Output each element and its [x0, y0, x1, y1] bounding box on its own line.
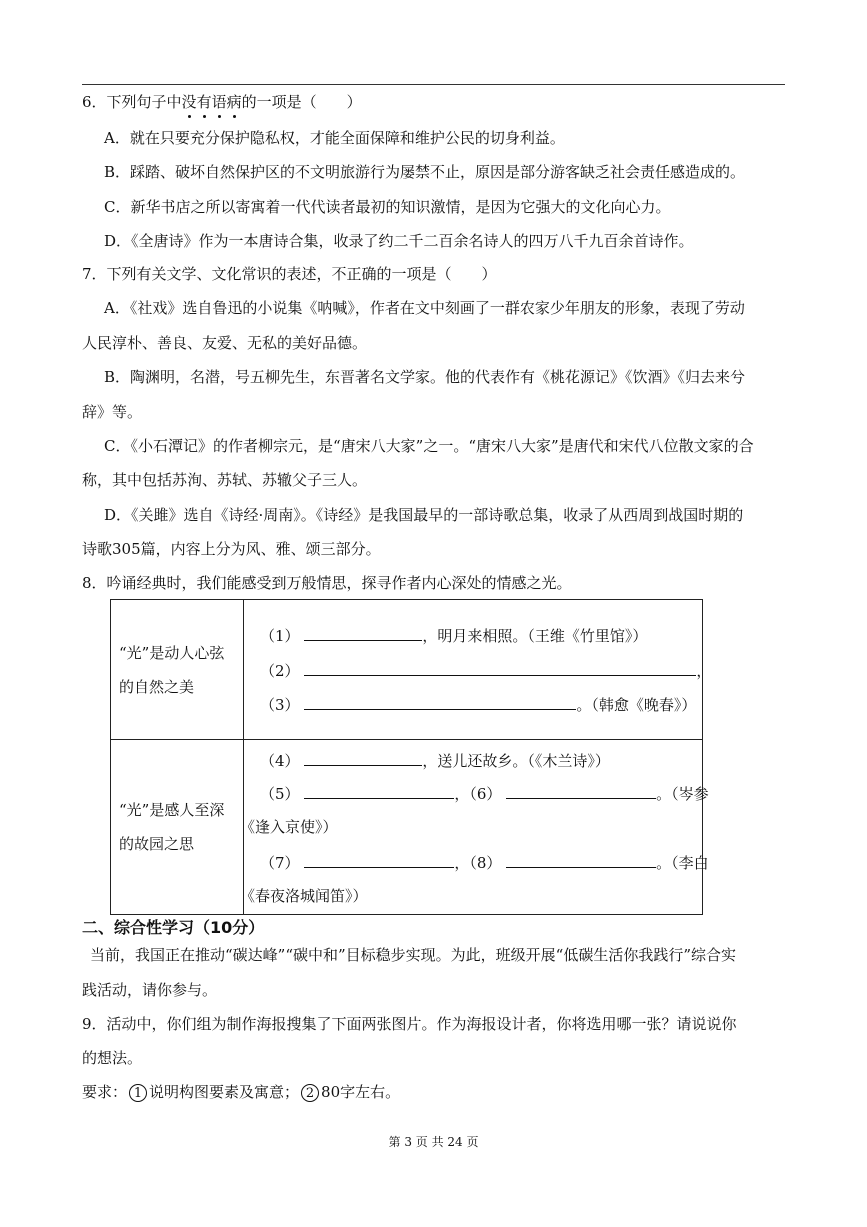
- row-text: ，（8）: [454, 854, 502, 872]
- q7-line: 诗歌305篇，内容上分为风、雅、颂三部分。: [82, 540, 381, 558]
- q9-stem: 的想法。: [82, 1049, 143, 1067]
- answer-blank[interactable]: [304, 626, 422, 641]
- row-text: 。（李白: [656, 854, 709, 872]
- q8-row-7-8-source: 《春夜洛城闻笛》）: [240, 887, 368, 905]
- q8-row-2: [260, 661, 711, 681]
- section2-heading: 二、综合性学习（10分）: [82, 918, 265, 937]
- q8-row-7-8: [260, 853, 709, 873]
- row-number: （7）: [260, 854, 300, 872]
- q7-line: 辞》等。: [82, 403, 143, 421]
- q8-poem-table: [110, 599, 712, 915]
- section2-intro: 当前，我国正在推动“碳达峰”“碳中和”目标稳步实现。为此，班级开展“低碳生活你我践行”综合实: [90, 946, 737, 964]
- q8-group2-label-line: 的故园之思: [119, 835, 195, 853]
- q8-group1-label: [111, 600, 244, 740]
- answer-blank[interactable]: [304, 661, 696, 676]
- q8-group1-label-line: 的自然之美: [119, 677, 195, 696]
- answer-blank[interactable]: [304, 853, 454, 868]
- row-number: （2）: [260, 662, 300, 680]
- row-text: 。（岑参: [656, 785, 709, 803]
- answer-blank[interactable]: [506, 853, 656, 868]
- row-text: 。（韩愈《晚春》）: [576, 696, 697, 714]
- circled-number: 1: [129, 1084, 147, 1102]
- q8-group1-label-line: “光”是动人心弦: [119, 643, 225, 662]
- q8-stem: 8．吟诵经典时，我们能感受到万般情思，探寻作者内心深处的情感之光。: [82, 574, 572, 592]
- q8-row-4: [260, 751, 610, 771]
- q6-option-c: C．新华书店之所以寄寓着一代代读者最初的知识激情，是因为它强大的文化向心力。: [104, 198, 671, 216]
- row-number: （1）: [260, 627, 300, 645]
- q9-req-label: 要求：: [82, 1083, 128, 1101]
- q7-line: A．《社戏》选自鲁迅的小说集《呐喊》，作者在文中刻画了一群农家少年朋友的形象，表现了劳动: [104, 299, 745, 317]
- q8-group2-label-line: “光”是感人至深: [119, 801, 225, 819]
- section2-intro: 践活动，请你参与。: [82, 981, 218, 999]
- circled-number: 2: [301, 1084, 319, 1102]
- q7-line: D．《关雎》选自《诗经·周南》。《诗经》是我国最早的一部诗歌总集，收录了从西周到战国时期的: [104, 506, 744, 524]
- row-number: （3）: [260, 696, 300, 714]
- q6-stem-post: 的一项是（ ）: [241, 93, 362, 111]
- q9-req-item: 说明构图要素及寓意；: [149, 1083, 300, 1101]
- answer-blank[interactable]: [304, 784, 454, 799]
- q8-group2-content: [240, 740, 709, 915]
- q6-emph-char: 病: [226, 93, 242, 111]
- q9-req-item: 80字左右。: [321, 1083, 401, 1101]
- q7-line: 称，其中包括苏洵、苏轼、苏辙父子三人。: [82, 471, 368, 489]
- page-footer: 第 3 页 共 24 页: [388, 1135, 479, 1149]
- header-rule: [82, 84, 785, 85]
- q6-option-a: A．就在只要充分保护隐私权，才能全面保障和维护公民的切身利益。: [104, 129, 565, 147]
- q6-emph-char: 没: [181, 93, 197, 111]
- q7-line: C．《小石潭记》的作者柳宗元，是“唐宋八大家”之一。“唐宋八大家”是唐代和宋代八位散文家的合: [104, 437, 754, 455]
- q6-stem: [82, 92, 362, 112]
- q6-emph-char: 语: [211, 93, 227, 111]
- row-number: （4）: [260, 752, 300, 770]
- q6-option-b: B．踩踏、破坏自然保护区的不文明旅游行为屡禁不止，原因是部分游客缺乏社会责任感造成的。: [104, 163, 746, 181]
- answer-blank[interactable]: [506, 784, 656, 799]
- q8-row-5-6: [260, 784, 709, 804]
- q6-option-d: D．《全唐诗》作为一本唐诗合集，收录了约二千二百余名诗人的四万八千九百余首诗作。: [104, 232, 694, 250]
- answer-blank[interactable]: [304, 695, 576, 710]
- q8-group2-label: [111, 740, 244, 915]
- q9-requirements: [82, 1082, 400, 1102]
- q8-row-1: [260, 626, 647, 646]
- q6-stem-pre: 6．下列句子中: [82, 93, 182, 111]
- q8-row-3: [260, 695, 696, 715]
- q7-line: 人民淳朴、善良、友爱、无私的美好品德。: [82, 334, 368, 352]
- q7-stem: 7．下列有关文学、文化常识的表述，不正确的一项是（ ）: [82, 265, 497, 283]
- q7-line: B．陶渊明，名潜，号五柳先生，东晋著名文学家。他的代表作有《桃花源记》《饮酒》《归去来兮: [104, 368, 746, 386]
- row-number: （5）: [260, 785, 300, 803]
- q9-stem: 9．活动中，你们组为制作海报搜集了下面两张图片。作为海报设计者，你将选用哪一张？请说说你: [82, 1015, 737, 1033]
- row-text: ，（6）: [454, 785, 502, 803]
- row-text: ，送儿还故乡。（《木兰诗》）: [422, 752, 610, 770]
- q6-emph-char: 有: [196, 93, 212, 111]
- answer-blank[interactable]: [304, 751, 422, 766]
- q8-row-5-6-source: 《逢入京使》）: [240, 818, 338, 836]
- row-text: ，明月来相照。（王维《竹里馆》）: [422, 627, 648, 645]
- row-text: ，: [696, 662, 712, 680]
- q8-group1-content: [244, 600, 712, 740]
